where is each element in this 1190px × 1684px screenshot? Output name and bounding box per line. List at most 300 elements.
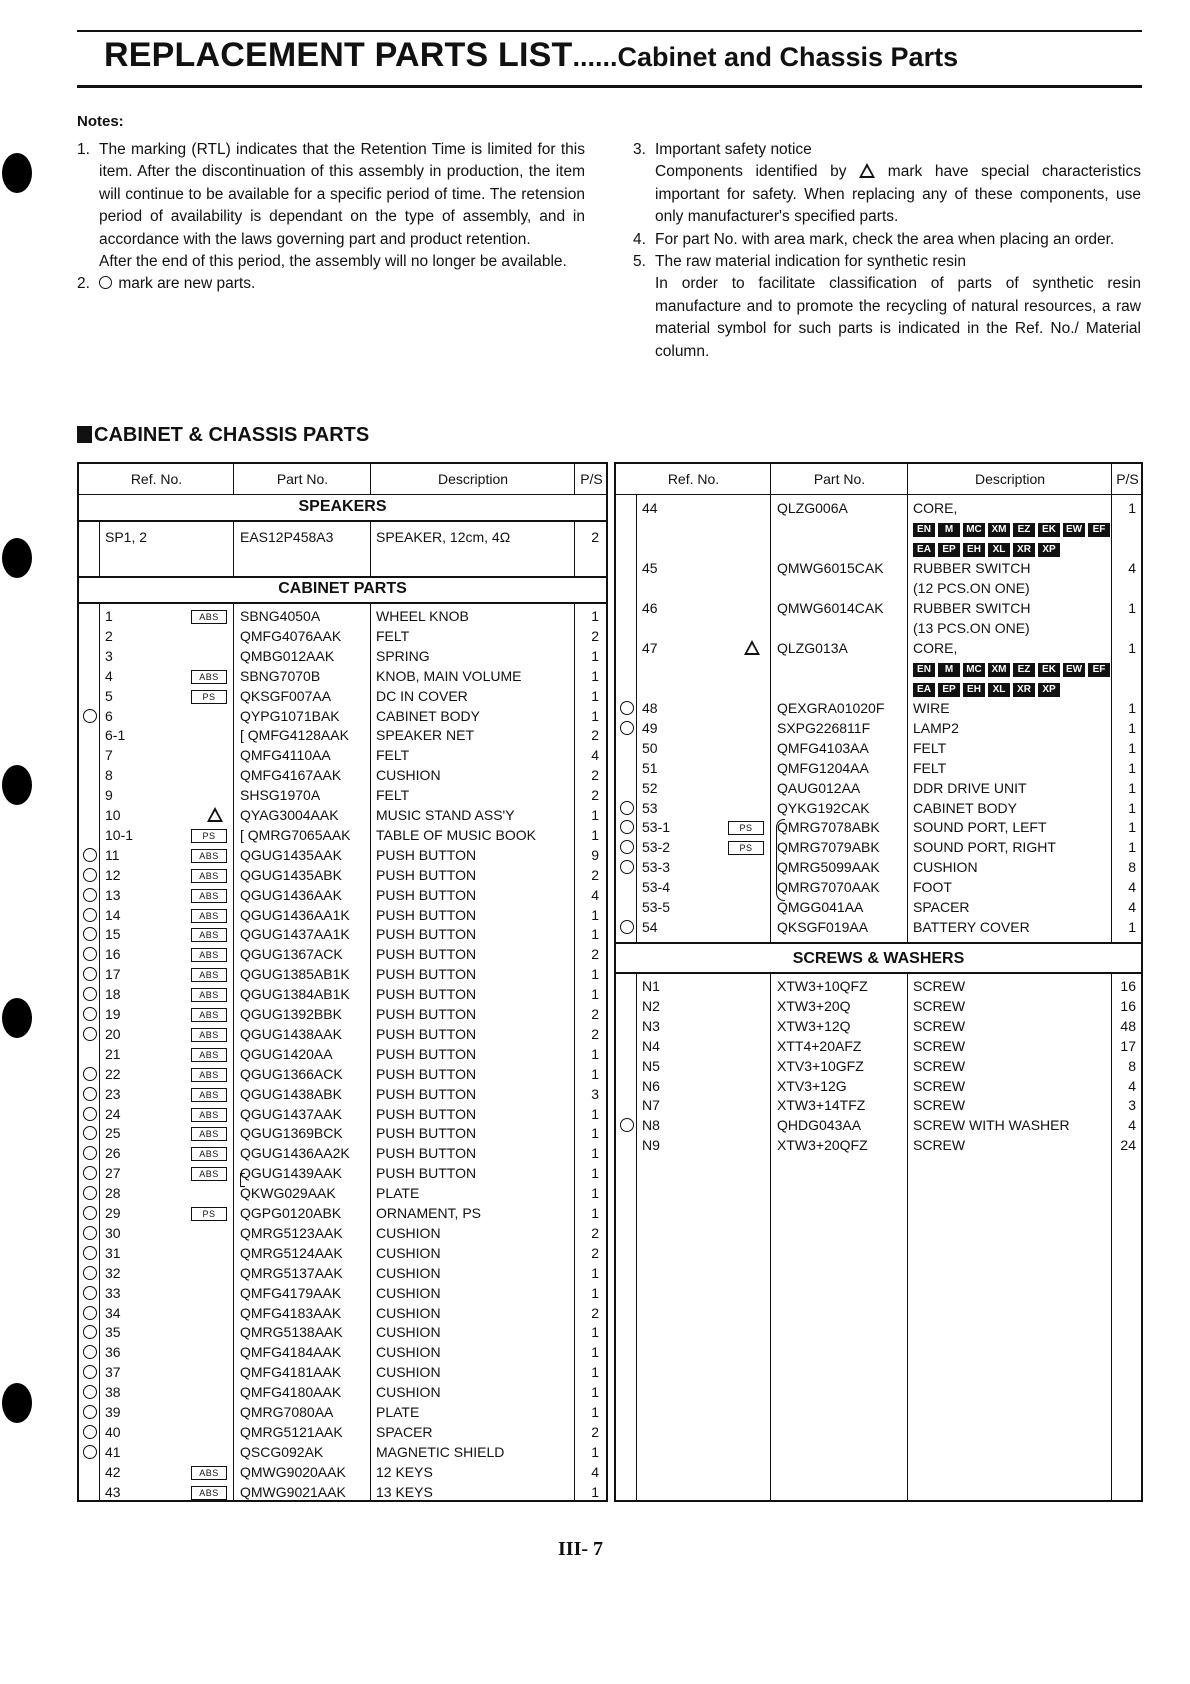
ref-no: 37 [105, 1364, 121, 1381]
description: PUSH BUTTON [376, 1025, 477, 1042]
table-row [79, 606, 606, 626]
description: CABINET BODY [376, 707, 480, 724]
description: CUSHION [913, 859, 978, 876]
ref-no: N7 [642, 1097, 660, 1114]
table-row [616, 877, 1141, 897]
new-part-circle-icon [83, 1405, 97, 1419]
area-codes [913, 679, 1063, 697]
new-part-circle-icon [620, 801, 634, 815]
area-code-badge: EZ [1013, 523, 1035, 537]
ps-qty: 1 [591, 1264, 599, 1281]
material-tag: ABS [191, 1068, 227, 1082]
new-part-circle-icon [83, 1067, 97, 1081]
ref-no: 39 [105, 1404, 121, 1420]
table-row [79, 1064, 606, 1084]
description: CUSHION [376, 767, 441, 784]
new-part-circle-icon [83, 927, 97, 941]
table-row [616, 1095, 1141, 1115]
part-no: QAUG012AA [777, 779, 861, 796]
table-row [79, 984, 606, 1004]
ref-no: N3 [642, 1017, 660, 1034]
new-part-circle-icon [620, 820, 634, 834]
part-no: QLZG006A [777, 500, 848, 516]
description: PUSH BUTTON [376, 1045, 477, 1062]
ref-no: 30 [105, 1224, 121, 1241]
ref-no: 51 [642, 759, 658, 776]
table-row [79, 1442, 606, 1462]
header-rule-top [77, 30, 1142, 32]
material-tag: ABS [191, 909, 227, 923]
ps-qty: 1 [591, 1145, 599, 1162]
ps-qty: 4 [1128, 560, 1136, 576]
new-part-circle-icon [83, 1345, 97, 1359]
note-5: 5. The raw material indication for synthetic resin In order to facilitate classification of parts of synthetic resin manufacture and to promote the recycling of natural resources, a raw material symbol for such parts is indicated in the Ref. No./ Material column. [633, 253, 1141, 360]
area-code-badge: EH [963, 683, 985, 697]
part-no: QMFG4179AAK [240, 1284, 342, 1301]
table-row [79, 1263, 606, 1283]
table-row [616, 778, 1141, 798]
table-row [616, 798, 1141, 818]
part-no: QKSGF019AA [777, 918, 869, 935]
part-no: QGUG1438ABK [240, 1085, 342, 1102]
ref-no: 23 [105, 1085, 121, 1102]
part-no: QYAG3004AAK [240, 807, 339, 823]
description: SCREW [913, 1037, 966, 1054]
part-no: QMFG4167AAK [240, 767, 342, 784]
material-tag: ABS [191, 928, 227, 942]
ps-qty: 1 [1128, 719, 1136, 736]
area-code-badge: XP [1038, 683, 1060, 697]
area-code-badge: XR [1013, 543, 1035, 557]
table-row [79, 845, 606, 865]
table-row [79, 865, 606, 885]
description: PUSH BUTTON [376, 946, 477, 963]
ref-no: 33 [105, 1284, 121, 1301]
description: FELT [913, 739, 947, 756]
section-square-icon [77, 426, 92, 443]
material-tag: ABS [191, 1466, 227, 1480]
ps-qty: 1 [1128, 779, 1136, 796]
parts-table-left [77, 462, 608, 1502]
description: CUSHION [376, 1364, 441, 1381]
part-no: QMFG4076AAK [240, 627, 342, 644]
part-no: QGUG1439AAK [240, 1165, 342, 1182]
description: CABINET BODY [913, 799, 1017, 816]
material-tag: ABS [191, 869, 227, 883]
material-tag: ABS [191, 670, 227, 684]
ps-qty: 1 [591, 707, 599, 724]
description: LAMP2 [913, 719, 959, 736]
new-part-circle-icon [620, 1118, 634, 1132]
ref-no: N4 [642, 1037, 660, 1054]
description: SPACER [913, 899, 970, 915]
ref-no: 50 [642, 739, 658, 756]
description: FELT [376, 787, 410, 804]
table-row [79, 1143, 606, 1163]
new-part-circle-icon [83, 888, 97, 902]
new-part-circle-icon [99, 276, 112, 289]
table-row [79, 1362, 606, 1382]
ref-no: 52 [642, 779, 658, 796]
ps-qty: 1 [591, 647, 599, 664]
description: 12 KEYS [376, 1463, 433, 1480]
description: PUSH BUTTON [376, 1105, 477, 1122]
area-code-badge: EP [938, 543, 960, 557]
ref-no: N6 [642, 1077, 660, 1094]
note-2: 2. mark are new parts. [77, 275, 256, 293]
part-no: QGUG1420AA [240, 1045, 333, 1062]
material-tag: ABS [191, 1127, 227, 1141]
description: SPACER [376, 1423, 433, 1440]
part-no: QGUG1435AAK [240, 846, 342, 863]
description: SCREW WITH WASHER [913, 1117, 1070, 1134]
table-row [79, 885, 606, 905]
ps-qty: 1 [591, 1284, 599, 1301]
ps-qty: 1 [591, 667, 599, 684]
notes-heading: Notes: [77, 113, 124, 130]
table-row [79, 1004, 606, 1024]
ref-no: 28 [105, 1185, 121, 1202]
table-row [79, 1223, 606, 1243]
area-code-badge: EN [913, 523, 935, 537]
ps-qty: 1 [1128, 759, 1136, 776]
part-no: QMRG5123AAK [240, 1224, 343, 1241]
ref-no: 36 [105, 1344, 121, 1361]
table-row [616, 1036, 1141, 1056]
description: PLATE [376, 1404, 420, 1420]
table-row [79, 924, 606, 944]
table-row [616, 857, 1141, 877]
ps-qty: 1 [591, 1384, 599, 1401]
table-row [616, 558, 1141, 578]
ref-no: 15 [105, 926, 121, 943]
description: CUSHION [376, 1284, 441, 1301]
description: PUSH BUTTON [376, 866, 477, 883]
ps-qty: 4 [591, 1463, 599, 1480]
part-no: QKWG029AAK [240, 1185, 336, 1202]
new-part-circle-icon [83, 1146, 97, 1160]
material-tag: ABS [191, 948, 227, 962]
ref-no: 31 [105, 1244, 121, 1261]
area-code-badge: M [938, 663, 960, 677]
area-code-badge: EH [963, 543, 985, 557]
ps-qty: 1 [591, 1125, 599, 1142]
table-row [79, 745, 606, 765]
description: CUSHION [376, 1324, 441, 1341]
description: FELT [913, 759, 947, 776]
new-part-circle-icon [83, 1306, 97, 1320]
description: WHEEL KNOB [376, 608, 469, 624]
part-no: XTW3+12Q [777, 1017, 851, 1034]
description-line-2: (12 PCS.ON ONE) [913, 580, 1030, 596]
part-no: QMBG012AAK [240, 647, 335, 664]
ps-qty: 1 [591, 1443, 599, 1460]
table-row [616, 1016, 1141, 1036]
ref-no: 19 [105, 1006, 121, 1022]
area-code-badge: MC [963, 523, 985, 537]
material-tag: PS [191, 690, 227, 704]
table-row [79, 1044, 606, 1064]
ps-qty: 1 [1128, 500, 1136, 516]
description: SCREW [913, 978, 966, 994]
table-row [79, 725, 606, 745]
description: SOUND PORT, LEFT [913, 819, 1047, 836]
part-no: QGUG1385AB1K [240, 966, 350, 983]
description: FOOT [913, 879, 952, 896]
punch-hole [2, 538, 32, 578]
ps-qty: 1 [591, 1483, 599, 1500]
description: CORE, [913, 500, 958, 516]
part-no: QGUG1367ACK [240, 946, 343, 963]
area-codes [913, 519, 1113, 537]
part-no: QMWG6015CAK [777, 560, 884, 576]
part-no: SXPG226811F [777, 719, 871, 736]
ps-qty: 4 [1128, 1117, 1136, 1134]
description: PUSH BUTTON [376, 1125, 477, 1142]
ref-no: 13 [105, 886, 121, 903]
description: MAGNETIC SHIELD [376, 1443, 505, 1460]
ref-no: 47 [642, 640, 658, 656]
new-part-circle-icon [83, 967, 97, 981]
ps-qty: 1 [1128, 839, 1136, 856]
description: SCREW [913, 1077, 966, 1094]
ref-no: 27 [105, 1165, 121, 1182]
table-row [79, 1382, 606, 1402]
ps-qty: 8 [1128, 1057, 1136, 1074]
table-row [79, 1104, 606, 1124]
ref-no: 48 [642, 700, 658, 716]
description: SPEAKER NET [376, 727, 475, 744]
area-code-badge: EW [1063, 663, 1085, 677]
ps-qty: 1 [591, 986, 599, 1003]
ref-no: N9 [642, 1137, 660, 1154]
new-part-circle-icon [83, 1246, 97, 1260]
new-part-circle-icon [83, 1286, 97, 1300]
table-row [79, 686, 606, 706]
part-no: XTW3+14TFZ [777, 1097, 866, 1114]
new-part-circle-icon [83, 947, 97, 961]
description: BATTERY COVER [913, 918, 1030, 935]
new-part-circle-icon [83, 1445, 97, 1459]
note-1: 1. The marking (RTL) indicates that the Retention Time is limited for this item. After the discontinuation of this assembly in production, the item will continue to be available for a specific period of time. The retension period of availability is dependant on the type of assembly, and in accordance with the laws governing part and product retention. After the end of this period, the assembly will no longer be available. [77, 141, 585, 271]
ps-qty: 1 [591, 1105, 599, 1122]
area-code-badge: EP [938, 683, 960, 697]
new-part-circle-icon [83, 1166, 97, 1180]
ref-no: 53-4 [642, 879, 671, 896]
part-no: QMRG5138AAK [240, 1324, 343, 1341]
new-part-circle-icon [83, 1325, 97, 1339]
ps-qty: 16 [1120, 997, 1136, 1014]
notes-column-right [633, 139, 1141, 363]
part-no: QMRG5121AAK [240, 1423, 343, 1440]
ref-no: 7 [105, 747, 113, 764]
ref-no: 25 [105, 1125, 121, 1142]
material-tag: ABS [191, 1167, 227, 1181]
table-row [79, 964, 606, 984]
ref-no: 40 [105, 1423, 121, 1440]
table-row-continuation [616, 618, 1141, 638]
part-no: QMFG4184AAK [240, 1344, 342, 1361]
table-row-continuation [616, 578, 1141, 598]
part-no: QGUG1384AB1K [240, 986, 350, 1003]
part-no: QYKG192CAK [777, 799, 870, 816]
ref-no: 24 [105, 1105, 121, 1122]
material-tag: PS [191, 1207, 227, 1221]
ps-qty: 2 [591, 1006, 599, 1022]
table-row [79, 1243, 606, 1263]
description: SCREW [913, 997, 966, 1014]
part-no: QMFG4110AA [240, 747, 331, 764]
table-row [79, 805, 606, 825]
new-part-circle-icon [83, 1087, 97, 1101]
area-code-badge: EW [1063, 523, 1085, 537]
ref-no: 53-3 [642, 859, 671, 876]
part-no: QMFG4181AAK [240, 1364, 342, 1381]
ref-no: 4 [105, 667, 113, 684]
description: DDR DRIVE UNIT [913, 779, 1027, 796]
ps-qty: 2 [591, 946, 599, 963]
ps-qty: 1 [591, 807, 599, 823]
table-row [79, 944, 606, 964]
parts-table-right [614, 462, 1143, 1502]
table-row [79, 1303, 606, 1323]
ref-no: 5 [105, 687, 113, 704]
part-no: XTW3+10QFZ [777, 978, 868, 994]
new-part-circle-icon [83, 987, 97, 1001]
part-no: QGUG1436AAK [240, 886, 342, 903]
description: PUSH BUTTON [376, 926, 477, 943]
ref-no: 9 [105, 787, 113, 804]
table-row [79, 905, 606, 925]
material-tag: ABS [191, 610, 227, 624]
part-no: XTV3+10GFZ [777, 1057, 864, 1074]
description: FELT [376, 627, 410, 644]
part-no: QGUG1366ACK [240, 1065, 343, 1082]
part-no: SBNG4050A [240, 608, 321, 624]
table-row [79, 1163, 606, 1183]
area-code-badge: M [938, 523, 960, 537]
description: PUSH BUTTON [376, 986, 477, 1003]
ref-no: 12 [105, 866, 121, 883]
part-no: [ QMRG7065AAK [240, 826, 351, 843]
area-code-badge: EA [913, 543, 935, 557]
ref-no: 8 [105, 767, 113, 784]
table-row [79, 1123, 606, 1143]
ps-qty: 1 [591, 1185, 599, 1202]
part-no: [ QMFG4128AAK [240, 727, 349, 744]
ref-no: 11 [105, 846, 120, 863]
table-row [616, 817, 1141, 837]
part-no: QMFG1204AA [777, 759, 869, 776]
note-4: 4. For part No. with area mark, check the area when placing an order. [633, 230, 1115, 248]
new-part-circle-icon [83, 1126, 97, 1140]
ps-qty: 1 [591, 1364, 599, 1381]
punch-hole [2, 998, 32, 1038]
part-no: XTW3+20Q [777, 997, 851, 1014]
ps-qty: 9 [591, 846, 599, 863]
description: PUSH BUTTON [376, 1145, 477, 1162]
new-part-circle-icon [83, 1365, 97, 1379]
description: MUSIC STAND ASS'Y [376, 807, 515, 823]
table-row [616, 738, 1141, 758]
ps-qty: 2 [591, 866, 599, 883]
description: CUSHION [376, 1384, 441, 1401]
material-tag: ABS [191, 1048, 227, 1062]
part-no: QGUG1435ABK [240, 866, 342, 883]
description: SCREW [913, 1057, 966, 1074]
description: PUSH BUTTON [376, 906, 477, 923]
area-code-badge: EK [1038, 663, 1060, 677]
ref-no: N5 [642, 1057, 660, 1074]
part-no: QHDG043AA [777, 1117, 862, 1134]
ref-no: 53-1 [642, 819, 671, 836]
ps-qty: 8 [1128, 859, 1136, 876]
table-row [616, 897, 1141, 917]
part-no: QGUG1392BBK [240, 1006, 342, 1022]
new-part-circle-icon [83, 1206, 97, 1220]
ps-qty: 2 [591, 1244, 599, 1261]
new-part-circle-icon [83, 1266, 97, 1280]
part-no: SHSG1970A [240, 787, 321, 804]
area-code-badge: EF [1088, 663, 1110, 677]
part-no: QGUG1438AAK [240, 1025, 342, 1042]
ps-qty: 3 [1128, 1097, 1136, 1114]
material-tag: ABS [191, 988, 227, 1002]
ref-no: 53-2 [642, 839, 671, 856]
area-codes [913, 539, 1063, 557]
new-part-circle-icon [83, 1385, 97, 1399]
ps-qty: 1 [591, 1344, 599, 1361]
ps-qty: 1 [1128, 640, 1136, 656]
ref-no: 41 [105, 1443, 121, 1460]
ps-qty: 2 [591, 1224, 599, 1241]
description: TABLE OF MUSIC BOOK [376, 826, 536, 843]
ps-qty: 1 [591, 1065, 599, 1082]
ps-qty: 1 [591, 608, 599, 624]
part-no: QMWG6014CAK [777, 600, 884, 616]
ref-no: 49 [642, 719, 658, 736]
table-row [79, 1024, 606, 1044]
table-row [79, 1322, 606, 1342]
ref-no: 42 [105, 1463, 121, 1480]
description: PUSH BUTTON [376, 1065, 477, 1082]
ref-no: 3 [105, 647, 113, 664]
area-code-badge: XM [988, 663, 1010, 677]
table-row [79, 1342, 606, 1362]
ref-no: 20 [105, 1025, 121, 1042]
part-no: QMRG5099AAK [777, 859, 880, 876]
area-code-badge: XL [988, 683, 1010, 697]
table-row [79, 1462, 606, 1482]
part-no: QYPG1071BAK [240, 707, 340, 724]
ps-qty: 1 [591, 1205, 599, 1221]
area-code-badge: XP [1038, 543, 1060, 557]
new-part-circle-icon [83, 1186, 97, 1200]
material-tag: ABS [191, 849, 227, 863]
area-code-badge: XR [1013, 683, 1035, 697]
table-row [616, 1115, 1141, 1135]
description: CUSHION [376, 1304, 441, 1321]
ps-qty: 3 [591, 1085, 599, 1102]
table-row [79, 1203, 606, 1223]
part-no: QLZG013A [777, 640, 848, 656]
screws-section-header: SCREWS & WASHERS [792, 950, 965, 967]
ps-qty: 2 [591, 627, 599, 644]
ref-no: 45 [642, 560, 658, 576]
part-no: QKSGF007AA [240, 687, 332, 704]
part-no: QMRG5124AAK [240, 1244, 343, 1261]
ref-no: 10 [105, 807, 121, 823]
